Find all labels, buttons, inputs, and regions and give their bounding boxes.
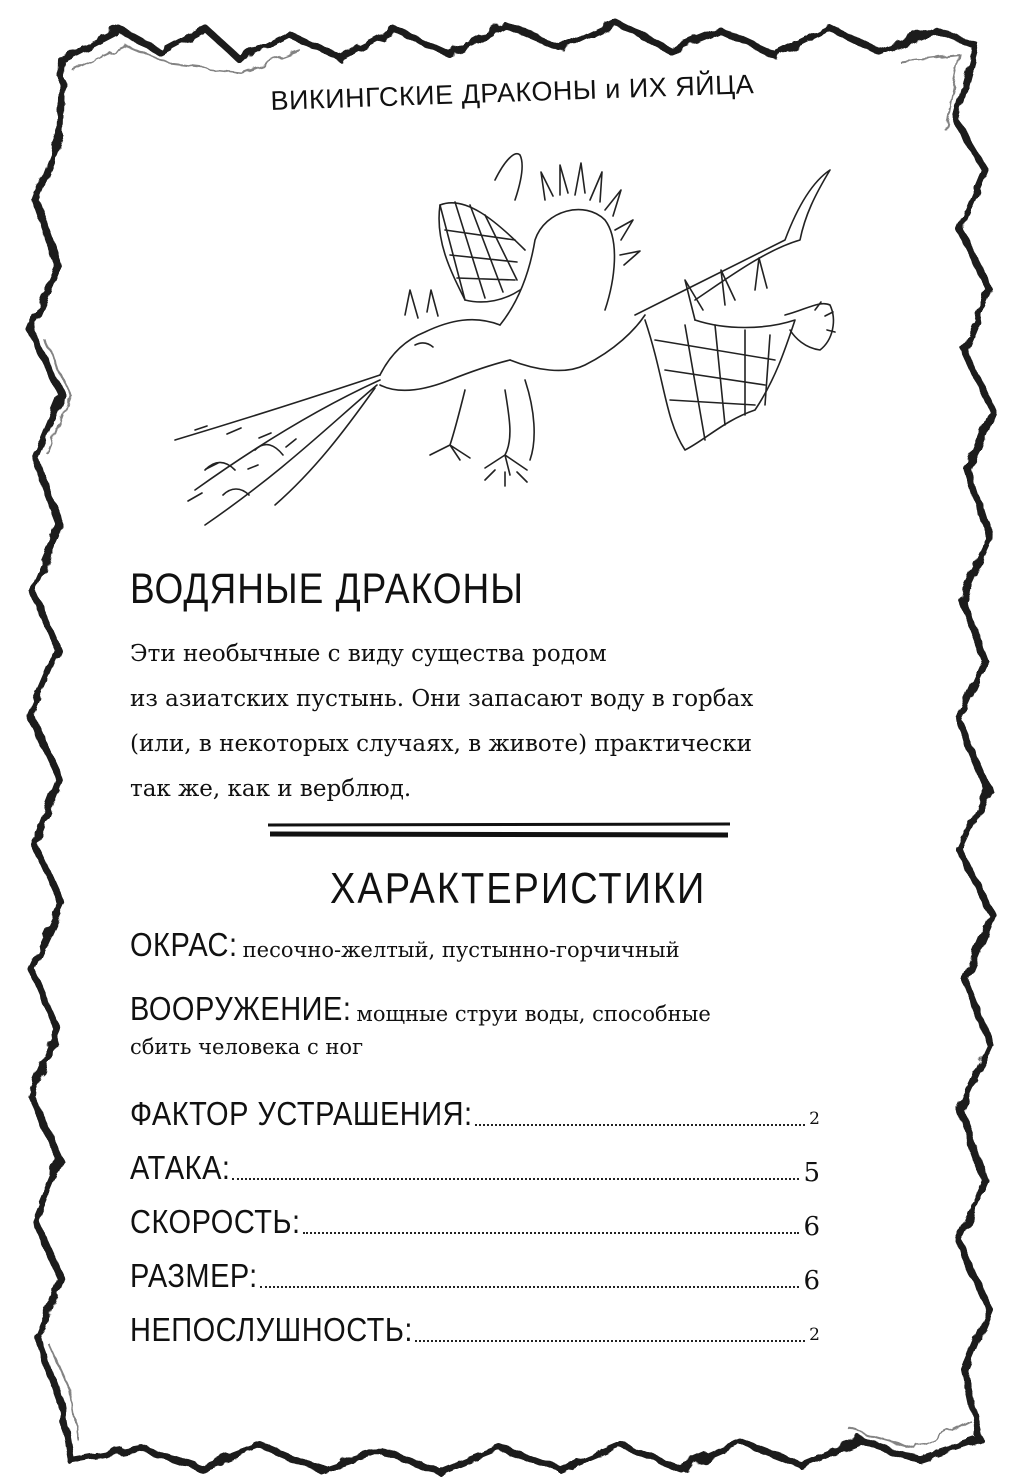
stat-label: АТАКА: bbox=[130, 1150, 231, 1187]
dragon-sketch-icon bbox=[165, 140, 845, 535]
double-rule-divider bbox=[268, 820, 730, 842]
stat-value: 6 bbox=[803, 1266, 820, 1296]
stat-row-speed bbox=[130, 1198, 820, 1242]
description-line: так же, как и верблюд. bbox=[130, 776, 412, 802]
section-description bbox=[130, 632, 870, 812]
description-line: Эти необычные с виду существа родом bbox=[130, 641, 607, 667]
stat-row-disobedience bbox=[130, 1306, 820, 1350]
stat-value: 6 bbox=[803, 1212, 820, 1242]
description-line: из азиатских пустынь. Они запасают воду в горбах bbox=[130, 686, 754, 712]
stat-row-size bbox=[130, 1252, 820, 1296]
stat-value: 2 bbox=[809, 1109, 820, 1129]
weapon-value-continued: сбить человека с ног bbox=[130, 1035, 364, 1059]
colour-value: песочно-желтый, пустынно-горчичный bbox=[242, 938, 680, 962]
stat-label: СКОРОСТЬ: bbox=[130, 1204, 301, 1241]
dot-leader bbox=[232, 1177, 799, 1180]
stat-value: 5 bbox=[803, 1158, 820, 1188]
stat-row-fear-factor bbox=[130, 1090, 820, 1134]
weapon-value: мощные струи воды, способные bbox=[356, 1002, 711, 1026]
dot-leader bbox=[415, 1339, 805, 1342]
dot-leader bbox=[303, 1231, 800, 1234]
colour-row bbox=[130, 927, 680, 965]
stat-label: ФАКТОР УСТРАШЕНИЯ: bbox=[130, 1096, 473, 1133]
section-title: ВОДЯНЫЕ ДРАКОНЫ bbox=[130, 565, 524, 613]
characteristics-title: ХАРАКТЕРИСТИКИ bbox=[330, 865, 707, 914]
stat-label: НЕПОСЛУШНОСТЬ: bbox=[130, 1312, 413, 1349]
running-title: ВИКИНГСКИЕ ДРАКОНЫ и ИХ ЯЙЦА bbox=[270, 69, 755, 116]
description-line: (или, в некоторых случаях, в животе) практически bbox=[130, 731, 752, 757]
colour-label: ОКРАС: bbox=[130, 927, 238, 964]
dot-leader bbox=[475, 1123, 806, 1126]
stat-value: 2 bbox=[809, 1325, 820, 1345]
dot-leader bbox=[260, 1285, 800, 1288]
stat-label: РАЗМЕР: bbox=[130, 1258, 258, 1295]
weapon-row bbox=[130, 991, 870, 1059]
weapon-label: ВООРУЖЕНИЕ: bbox=[130, 991, 352, 1028]
stat-row-attack bbox=[130, 1144, 820, 1188]
